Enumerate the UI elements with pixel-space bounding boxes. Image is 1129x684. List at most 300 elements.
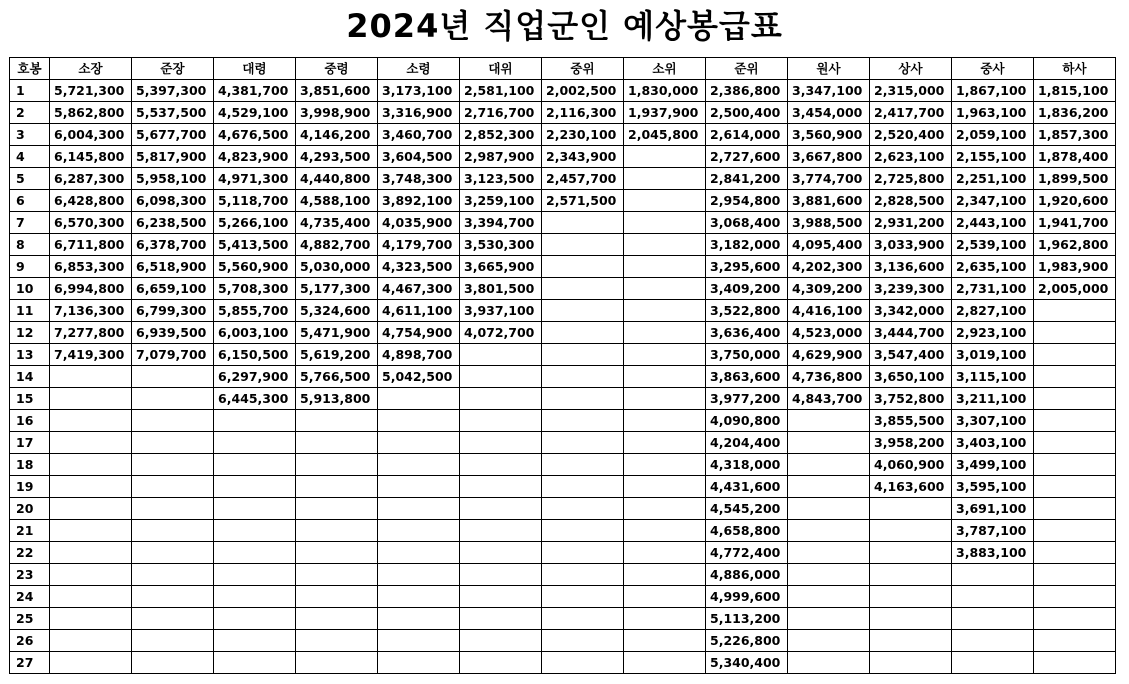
salary-cell: 6,378,700: [132, 234, 214, 256]
salary-cell: 4,523,000: [788, 322, 870, 344]
salary-cell: 4,772,400: [706, 542, 788, 564]
salary-cell: [460, 652, 542, 674]
salary-cell: 5,619,200: [296, 344, 378, 366]
salary-cell: 4,611,100: [378, 300, 460, 322]
salary-cell: [460, 476, 542, 498]
salary-cell: [1034, 300, 1116, 322]
salary-cell: [624, 432, 706, 454]
salary-cell: [50, 630, 132, 652]
salary-cell: [296, 454, 378, 476]
step-cell: 12: [10, 322, 50, 344]
salary-cell: [542, 388, 624, 410]
salary-cell: [132, 498, 214, 520]
step-cell: 23: [10, 564, 50, 586]
salary-cell: 1,899,500: [1034, 168, 1116, 190]
salary-cell: [788, 630, 870, 652]
salary-cell: [624, 520, 706, 542]
salary-cell: 5,862,800: [50, 102, 132, 124]
salary-cell: [460, 432, 542, 454]
step-cell: 13: [10, 344, 50, 366]
salary-cell: [870, 586, 952, 608]
salary-cell: [1034, 498, 1116, 520]
salary-cell: [378, 652, 460, 674]
column-header-rank: 준장: [132, 58, 214, 80]
salary-cell: [542, 322, 624, 344]
salary-cell: [624, 630, 706, 652]
salary-cell: 5,042,500: [378, 366, 460, 388]
salary-cell: 6,799,300: [132, 300, 214, 322]
salary-cell: 5,471,900: [296, 322, 378, 344]
salary-cell: 5,266,100: [214, 212, 296, 234]
salary-cell: [378, 608, 460, 630]
salary-cell: 3,863,600: [706, 366, 788, 388]
salary-cell: [542, 300, 624, 322]
column-header-rank: 원사: [788, 58, 870, 80]
salary-cell: [542, 344, 624, 366]
salary-cell: 6,518,900: [132, 256, 214, 278]
salary-cell: 3,650,100: [870, 366, 952, 388]
salary-cell: [952, 564, 1034, 586]
salary-cell: 5,324,600: [296, 300, 378, 322]
salary-cell: 6,428,800: [50, 190, 132, 212]
salary-cell: 5,030,000: [296, 256, 378, 278]
salary-cell: [132, 520, 214, 542]
salary-cell: 3,499,100: [952, 454, 1034, 476]
salary-cell: 6,711,800: [50, 234, 132, 256]
salary-cell: 5,855,700: [214, 300, 296, 322]
column-header-rank: 소위: [624, 58, 706, 80]
salary-cell: 7,079,700: [132, 344, 214, 366]
salary-cell: 4,440,800: [296, 168, 378, 190]
salary-cell: [542, 278, 624, 300]
salary-cell: 4,035,900: [378, 212, 460, 234]
salary-cell: 2,841,200: [706, 168, 788, 190]
salary-cell: 2,827,100: [952, 300, 1034, 322]
column-header-step: 호봉: [10, 58, 50, 80]
salary-cell: 2,386,800: [706, 80, 788, 102]
salary-cell: [624, 410, 706, 432]
salary-cell: 3,937,100: [460, 300, 542, 322]
salary-cell: 4,898,700: [378, 344, 460, 366]
salary-cell: 1,920,600: [1034, 190, 1116, 212]
salary-cell: [132, 454, 214, 476]
salary-cell: 6,145,800: [50, 146, 132, 168]
salary-cell: [460, 564, 542, 586]
salary-cell: 2,623,100: [870, 146, 952, 168]
salary-cell: 2,417,700: [870, 102, 952, 124]
salary-cell: [624, 256, 706, 278]
salary-cell: 1,941,700: [1034, 212, 1116, 234]
column-header-rank: 소령: [378, 58, 460, 80]
salary-cell: 4,545,200: [706, 498, 788, 520]
salary-cell: 2,571,500: [542, 190, 624, 212]
salary-cell: 5,226,800: [706, 630, 788, 652]
salary-cell: [1034, 388, 1116, 410]
salary-cell: [542, 256, 624, 278]
salary-cell: 2,581,100: [460, 80, 542, 102]
salary-cell: [378, 432, 460, 454]
salary-cell: 2,059,100: [952, 124, 1034, 146]
table-row: [10, 476, 1116, 498]
step-cell: 15: [10, 388, 50, 410]
table-row: [10, 190, 1116, 212]
salary-cell: 3,855,500: [870, 410, 952, 432]
salary-cell: 3,604,500: [378, 146, 460, 168]
salary-cell: 3,560,900: [788, 124, 870, 146]
salary-cell: 2,635,100: [952, 256, 1034, 278]
salary-cell: 6,297,900: [214, 366, 296, 388]
salary-cell: [1034, 410, 1116, 432]
salary-cell: 4,060,900: [870, 454, 952, 476]
salary-cell: [624, 476, 706, 498]
salary-cell: 3,182,000: [706, 234, 788, 256]
column-header-rank: 준위: [706, 58, 788, 80]
salary-cell: 2,520,400: [870, 124, 952, 146]
salary-cell: [788, 652, 870, 674]
salary-cell: [1034, 520, 1116, 542]
salary-cell: 3,347,100: [788, 80, 870, 102]
salary-cell: [542, 564, 624, 586]
step-cell: 14: [10, 366, 50, 388]
salary-cell: [378, 520, 460, 542]
table-row: [10, 300, 1116, 322]
salary-cell: 4,588,100: [296, 190, 378, 212]
table-row: [10, 146, 1116, 168]
salary-cell: 4,163,600: [870, 476, 952, 498]
salary-cell: [542, 652, 624, 674]
salary-cell: 3,748,300: [378, 168, 460, 190]
salary-cell: 5,958,100: [132, 168, 214, 190]
salary-cell: [788, 542, 870, 564]
salary-cell: 6,570,300: [50, 212, 132, 234]
salary-cell: 3,881,600: [788, 190, 870, 212]
salary-cell: 6,098,300: [132, 190, 214, 212]
step-cell: 18: [10, 454, 50, 476]
salary-cell: [296, 630, 378, 652]
salary-cell: [132, 652, 214, 674]
salary-cell: [460, 542, 542, 564]
salary-cell: 2,727,600: [706, 146, 788, 168]
salary-cell: 4,843,700: [788, 388, 870, 410]
salary-cell: 3,750,000: [706, 344, 788, 366]
salary-cell: [50, 564, 132, 586]
salary-cell: [624, 498, 706, 520]
salary-cell: [624, 454, 706, 476]
salary-cell: 2,852,300: [460, 124, 542, 146]
salary-cell: 4,529,100: [214, 102, 296, 124]
salary-cell: [788, 410, 870, 432]
salary-cell: [296, 520, 378, 542]
salary-cell: [50, 498, 132, 520]
table-row: [10, 388, 1116, 410]
salary-cell: 4,146,200: [296, 124, 378, 146]
salary-cell: 3,774,700: [788, 168, 870, 190]
salary-cell: [50, 520, 132, 542]
salary-cell: 4,971,300: [214, 168, 296, 190]
salary-cell: [624, 146, 706, 168]
salary-cell: 3,068,400: [706, 212, 788, 234]
salary-cell: [214, 542, 296, 564]
salary-cell: [50, 454, 132, 476]
salary-cell: [378, 586, 460, 608]
salary-cell: 1,963,100: [952, 102, 1034, 124]
salary-cell: 3,547,400: [870, 344, 952, 366]
column-header-rank: 하사: [1034, 58, 1116, 80]
salary-cell: [542, 432, 624, 454]
salary-cell: 5,118,700: [214, 190, 296, 212]
page-title: 2024년 직업군인 예상봉급표: [346, 7, 783, 45]
salary-cell: 3,667,800: [788, 146, 870, 168]
salary-cell: [50, 476, 132, 498]
salary-cell: 1,815,100: [1034, 80, 1116, 102]
salary-cell: [214, 586, 296, 608]
salary-cell: [132, 564, 214, 586]
salary-cell: [378, 388, 460, 410]
table-row: [10, 542, 1116, 564]
salary-cell: 2,500,400: [706, 102, 788, 124]
step-cell: 8: [10, 234, 50, 256]
salary-cell: 4,735,400: [296, 212, 378, 234]
table-row: [10, 652, 1116, 674]
salary-cell: [624, 366, 706, 388]
salary-cell: [542, 476, 624, 498]
salary-cell: [214, 410, 296, 432]
salary-cell: 1,830,000: [624, 80, 706, 102]
step-cell: 4: [10, 146, 50, 168]
salary-cell: [1034, 630, 1116, 652]
table-row: [10, 344, 1116, 366]
salary-cell: [624, 212, 706, 234]
column-header-rank: 중사: [952, 58, 1034, 80]
salary-cell: [788, 520, 870, 542]
salary-cell: [132, 630, 214, 652]
salary-cell: 3,883,100: [952, 542, 1034, 564]
salary-cell: [870, 608, 952, 630]
salary-cell: 3,752,800: [870, 388, 952, 410]
salary-cell: 2,251,100: [952, 168, 1034, 190]
salary-cell: 5,721,300: [50, 80, 132, 102]
column-header-rank: 대위: [460, 58, 542, 80]
table-row: [10, 586, 1116, 608]
salary-cell: 4,293,500: [296, 146, 378, 168]
salary-cell: [132, 608, 214, 630]
salary-cell: [296, 608, 378, 630]
salary-cell: [624, 608, 706, 630]
table-row: [10, 256, 1116, 278]
step-cell: 6: [10, 190, 50, 212]
salary-cell: [1034, 586, 1116, 608]
salary-cell: [132, 586, 214, 608]
salary-cell: [788, 586, 870, 608]
column-header-rank: 중령: [296, 58, 378, 80]
salary-cell: [460, 586, 542, 608]
salary-cell: 2,954,800: [706, 190, 788, 212]
salary-cell: 2,005,000: [1034, 278, 1116, 300]
salary-cell: 6,994,800: [50, 278, 132, 300]
salary-cell: 5,677,700: [132, 124, 214, 146]
salary-cell: [50, 542, 132, 564]
salary-cell: 4,179,700: [378, 234, 460, 256]
salary-cell: 3,801,500: [460, 278, 542, 300]
salary-cell: 3,892,100: [378, 190, 460, 212]
salary-cell: 4,318,000: [706, 454, 788, 476]
salary-cell: [542, 542, 624, 564]
salary-cell: 6,445,300: [214, 388, 296, 410]
salary-cell: 6,004,300: [50, 124, 132, 146]
salary-cell: 2,931,200: [870, 212, 952, 234]
salary-cell: 4,381,700: [214, 80, 296, 102]
salary-cell: [50, 608, 132, 630]
salary-cell: [624, 542, 706, 564]
salary-cell: [624, 322, 706, 344]
salary-cell: [952, 652, 1034, 674]
table-header-row: [10, 58, 1116, 80]
salary-cell: [460, 454, 542, 476]
salary-cell: 2,614,000: [706, 124, 788, 146]
table-row: [10, 234, 1116, 256]
salary-cell: 5,913,800: [296, 388, 378, 410]
salary-cell: 3,033,900: [870, 234, 952, 256]
salary-cell: [214, 564, 296, 586]
step-cell: 20: [10, 498, 50, 520]
step-cell: 1: [10, 80, 50, 102]
salary-cell: 3,019,100: [952, 344, 1034, 366]
salary-cell: 6,287,300: [50, 168, 132, 190]
salary-cell: 1,937,900: [624, 102, 706, 124]
salary-cell: [460, 630, 542, 652]
column-header-rank: 소장: [50, 58, 132, 80]
salary-cell: [542, 608, 624, 630]
salary-cell: [50, 366, 132, 388]
salary-cell: 4,629,900: [788, 344, 870, 366]
salary-cell: 1,878,400: [1034, 146, 1116, 168]
table-row: [10, 102, 1116, 124]
salary-cell: [624, 278, 706, 300]
salary-cell: [1034, 542, 1116, 564]
salary-cell: [870, 498, 952, 520]
salary-cell: [378, 498, 460, 520]
salary-cell: [624, 344, 706, 366]
salary-cell: [1034, 322, 1116, 344]
salary-cell: [870, 564, 952, 586]
salary-cell: [132, 432, 214, 454]
salary-cell: [1034, 476, 1116, 498]
step-cell: 25: [10, 608, 50, 630]
salary-cell: 2,315,000: [870, 80, 952, 102]
table-row: [10, 168, 1116, 190]
salary-cell: 4,202,300: [788, 256, 870, 278]
salary-cell: [132, 542, 214, 564]
table-row: [10, 630, 1116, 652]
salary-cell: 3,115,100: [952, 366, 1034, 388]
salary-cell: 3,665,900: [460, 256, 542, 278]
column-header-rank: 중위: [542, 58, 624, 80]
table-row: [10, 608, 1116, 630]
salary-cell: 3,998,900: [296, 102, 378, 124]
salary-cell: 3,958,200: [870, 432, 952, 454]
salary-cell: [542, 234, 624, 256]
salary-cell: [378, 476, 460, 498]
table-row: [10, 564, 1116, 586]
salary-cell: [132, 476, 214, 498]
salary-cell: 3,595,100: [952, 476, 1034, 498]
salary-cell: 3,239,300: [870, 278, 952, 300]
salary-cell: 4,204,400: [706, 432, 788, 454]
salary-cell: 2,923,100: [952, 322, 1034, 344]
column-header-rank: 대령: [214, 58, 296, 80]
salary-cell: 6,238,500: [132, 212, 214, 234]
salary-cell: 4,323,500: [378, 256, 460, 278]
salary-cell: 2,045,800: [624, 124, 706, 146]
salary-cell: 3,136,600: [870, 256, 952, 278]
salary-cell: [50, 652, 132, 674]
salary-cell: 4,886,000: [706, 564, 788, 586]
salary-cell: [542, 410, 624, 432]
salary-cell: [624, 234, 706, 256]
salary-cell: 4,467,300: [378, 278, 460, 300]
salary-cell: 4,309,200: [788, 278, 870, 300]
salary-cell: 4,658,800: [706, 520, 788, 542]
salary-cell: [378, 564, 460, 586]
salary-cell: 3,342,000: [870, 300, 952, 322]
salary-cell: 5,708,300: [214, 278, 296, 300]
table-row: [10, 322, 1116, 344]
salary-cell: 4,736,800: [788, 366, 870, 388]
salary-cell: 5,340,400: [706, 652, 788, 674]
step-cell: 22: [10, 542, 50, 564]
salary-cell: 5,817,900: [132, 146, 214, 168]
salary-cell: [1034, 608, 1116, 630]
salary-cell: [788, 432, 870, 454]
table-row: [10, 124, 1116, 146]
salary-cell: [460, 410, 542, 432]
salary-cell: 7,136,300: [50, 300, 132, 322]
salary-cell: 3,211,100: [952, 388, 1034, 410]
salary-cell: [214, 476, 296, 498]
salary-cell: 2,347,100: [952, 190, 1034, 212]
salary-cell: [296, 564, 378, 586]
salary-cell: [214, 652, 296, 674]
salary-cell: 2,828,500: [870, 190, 952, 212]
salary-cell: [1034, 366, 1116, 388]
salary-cell: 3,460,700: [378, 124, 460, 146]
salary-cell: [542, 586, 624, 608]
step-cell: 17: [10, 432, 50, 454]
salary-cell: [952, 586, 1034, 608]
salary-cell: [788, 454, 870, 476]
table-row: [10, 80, 1116, 102]
column-header-rank: 상사: [870, 58, 952, 80]
salary-cell: 1,962,800: [1034, 234, 1116, 256]
salary-cell: [460, 344, 542, 366]
step-cell: 26: [10, 630, 50, 652]
salary-table: [9, 57, 1116, 674]
salary-cell: 3,444,700: [870, 322, 952, 344]
salary-cell: 4,754,900: [378, 322, 460, 344]
step-cell: 11: [10, 300, 50, 322]
salary-cell: [214, 432, 296, 454]
salary-cell: [214, 630, 296, 652]
salary-cell: 2,002,500: [542, 80, 624, 102]
salary-cell: 4,999,600: [706, 586, 788, 608]
salary-cell: [296, 652, 378, 674]
table-row: [10, 454, 1116, 476]
salary-cell: 3,173,100: [378, 80, 460, 102]
salary-cell: [214, 608, 296, 630]
salary-cell: 3,394,700: [460, 212, 542, 234]
salary-cell: [624, 388, 706, 410]
salary-cell: [296, 586, 378, 608]
